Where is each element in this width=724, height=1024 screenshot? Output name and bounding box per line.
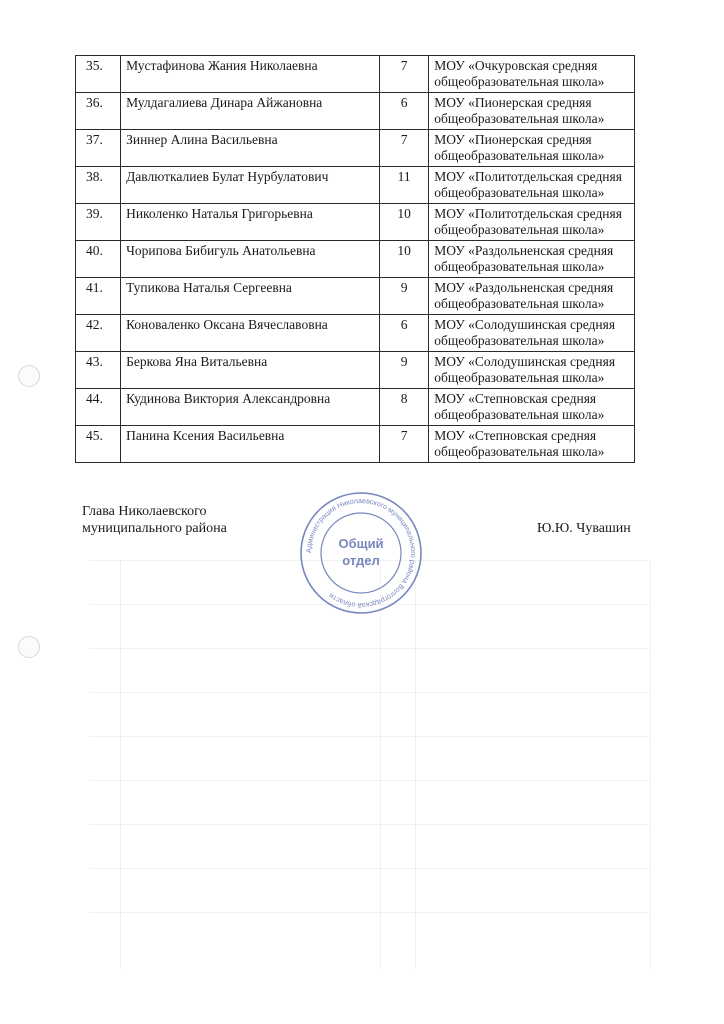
stamp-ring-text: Администрация Николаевского муниципального района Волгоградской области [303, 495, 419, 611]
school-line2: общеобразовательная школа» [434, 148, 605, 163]
school [429, 130, 635, 167]
row-number: 35. [76, 56, 121, 93]
school-line2: общеобразовательная школа» [434, 444, 605, 459]
school-line2: общеобразовательная школа» [434, 259, 605, 274]
school-line1: МОУ «Степновская средняя [434, 391, 597, 406]
table-row [76, 315, 635, 352]
school-line1: МОУ «Пионерская средняя [434, 95, 592, 110]
row-number: 41. [76, 278, 121, 315]
grade: 7 [380, 130, 429, 167]
school-line1: МОУ «Очкуровская средняя [434, 58, 598, 73]
punch-hole-top [18, 365, 40, 387]
grade: 6 [380, 93, 429, 130]
row-number: 44. [76, 389, 121, 426]
school [429, 426, 635, 463]
signature-title [82, 503, 227, 537]
school-line2: общеобразовательная школа» [434, 222, 605, 237]
stamp-center-line1: Общий [338, 536, 384, 551]
school-line2: общеобразовательная школа» [434, 296, 605, 311]
school [429, 204, 635, 241]
school-line2: общеобразовательная школа» [434, 111, 605, 126]
stamp-center-line2: отдел [342, 553, 380, 568]
table-row [76, 352, 635, 389]
table-row [76, 130, 635, 167]
row-number: 38. [76, 167, 121, 204]
participants-table [75, 55, 635, 463]
participant-name: Чорипова Бибигуль Анатольевна [121, 241, 380, 278]
participant-name: Беркова Яна Витальевна [121, 352, 380, 389]
row-number: 36. [76, 93, 121, 130]
school [429, 315, 635, 352]
grade: 9 [380, 352, 429, 389]
table-row [76, 93, 635, 130]
grade: 9 [380, 278, 429, 315]
signature-name: Ю.Ю. Чувашин [537, 521, 631, 536]
participant-name: Тупикова Наталья Сергеевна [121, 278, 380, 315]
table-row [76, 389, 635, 426]
participant-name: Мулдагалиева Динара Айжановна [121, 93, 380, 130]
table-row [76, 278, 635, 315]
row-number: 42. [76, 315, 121, 352]
participant-name: Кудинова Виктория Александровна [121, 389, 380, 426]
signature-title-line2: муниципального района [82, 521, 227, 536]
school-line1: МОУ «Политотдельская средняя [434, 206, 622, 221]
school [429, 93, 635, 130]
participant-name: Зиннер Алина Васильевна [121, 130, 380, 167]
table-row [76, 56, 635, 93]
school [429, 167, 635, 204]
school-line2: общеобразовательная школа» [434, 370, 605, 385]
school-line1: МОУ «Солодушинская средняя [434, 354, 616, 369]
row-number: 40. [76, 241, 121, 278]
school [429, 241, 635, 278]
school [429, 389, 635, 426]
school [429, 352, 635, 389]
school-line1: МОУ «Степновская средняя [434, 428, 597, 443]
grade: 7 [380, 56, 429, 93]
participant-name: Давлюткалиев Булат Нурбулатович [121, 167, 380, 204]
row-number: 37. [76, 130, 121, 167]
signature-title-line1: Глава Николаевского [82, 504, 207, 519]
school-line2: общеобразовательная школа» [434, 333, 605, 348]
row-number: 39. [76, 204, 121, 241]
table-row [76, 426, 635, 463]
official-stamp [296, 488, 426, 618]
table-row [76, 204, 635, 241]
table-row [76, 241, 635, 278]
school-line1: МОУ «Раздольненская средняя [434, 243, 614, 258]
school-line2: общеобразовательная школа» [434, 74, 605, 89]
school [429, 278, 635, 315]
participant-name: Панина Ксения Васильевна [121, 426, 380, 463]
row-number: 45. [76, 426, 121, 463]
grade: 11 [380, 167, 429, 204]
punch-hole-bottom [18, 636, 40, 658]
school-line1: МОУ «Солодушинская средняя [434, 317, 616, 332]
participant-name: Коноваленко Оксана Вячеславовна [121, 315, 380, 352]
school-line1: МОУ «Пионерская средняя [434, 132, 592, 147]
grade: 8 [380, 389, 429, 426]
school-line2: общеобразовательная школа» [434, 185, 605, 200]
school-line1: МОУ «Политотдельская средняя [434, 169, 622, 184]
grade: 10 [380, 241, 429, 278]
table-row [76, 167, 635, 204]
grade: 7 [380, 426, 429, 463]
school-line2: общеобразовательная школа» [434, 407, 605, 422]
participant-name: Николенко Наталья Григорьевна [121, 204, 380, 241]
grade: 6 [380, 315, 429, 352]
school [429, 56, 635, 93]
school-line1: МОУ «Раздольненская средняя [434, 280, 614, 295]
grade: 10 [380, 204, 429, 241]
row-number: 43. [76, 352, 121, 389]
participant-name: Мустафинова Жания Николаевна [121, 56, 380, 93]
